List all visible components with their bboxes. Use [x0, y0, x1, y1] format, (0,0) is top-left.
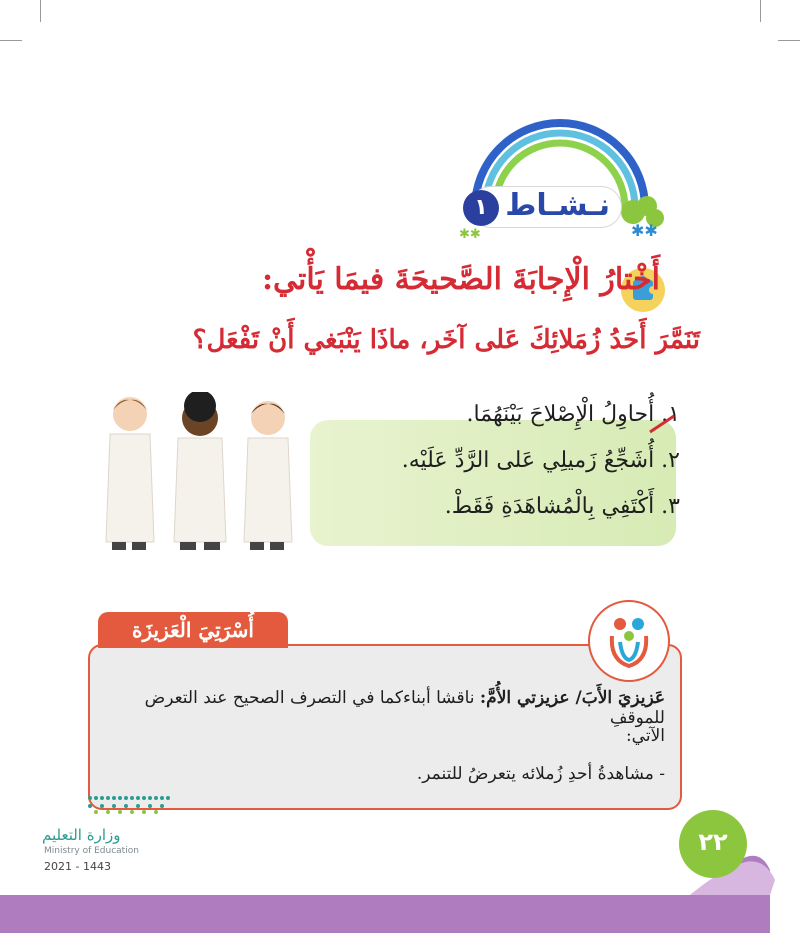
- boys-illustration: [100, 392, 300, 562]
- ministry-name-arabic: وزارة التعليم: [42, 826, 121, 844]
- family-icon: [588, 600, 670, 682]
- bottom-decorative-band: [0, 850, 800, 939]
- family-line-3: - مشاهدةُ أحدِ زُملائه يتعرضُ للتنمر.: [416, 764, 665, 784]
- family-message: [105, 688, 665, 728]
- family-line-2: الآتي:: [625, 726, 665, 746]
- option-2[interactable]: ٢. أُشَجِّعُ زَميلِي عَلى الرَّدِّ عَلَيْه.: [401, 448, 680, 473]
- crop-mark: [0, 40, 22, 41]
- ministry-logo-icon: [60, 790, 180, 818]
- activity-number: ١: [463, 190, 499, 226]
- svg-text:✱✱: ✱✱: [631, 221, 658, 240]
- family-greeting: عَزيزيَ الأَبَ/ عزيزتي الأُمَّ:: [479, 688, 665, 708]
- question-text: تَنَمَّرَ أَحَدُ زُمَلائِكَ عَلى آخَر، ماذَا يَنْبَغي أَنْ تَفْعَل؟: [192, 325, 700, 355]
- family-message-text: ناقشا أبناءكما في التصرف الصحيح عند التعرض للموقفِ: [144, 688, 665, 728]
- ministry-name-english: Ministry of Education: [44, 846, 139, 856]
- page-number: ٢٢: [679, 810, 747, 878]
- family-title: أُسْرَتِيَ الْعَزيزَة: [132, 618, 254, 642]
- instruction-heading: أَخْتارُ الْإِجابَةَ الصَّحيحَةَ فيمَا يَأْتي:: [261, 262, 660, 297]
- crop-mark: [40, 0, 41, 22]
- options-panel: [310, 420, 676, 546]
- crop-mark: [760, 0, 761, 22]
- crop-mark: [778, 40, 800, 41]
- edition-year: 2021 - 1443: [44, 860, 111, 873]
- option-1[interactable]: ١. أُحاوِلُ الْإِصْلاحَ بَيْنَهُمَا.: [466, 402, 680, 427]
- option-3[interactable]: ٣. أَكْتَفِي بِالْمُشاهَدَةِ فَقَطْ.: [444, 494, 680, 519]
- activity-label: نـشـاط: [505, 188, 610, 223]
- svg-text:✱✱: ✱✱: [459, 227, 481, 242]
- checkmark-icon: [648, 412, 676, 436]
